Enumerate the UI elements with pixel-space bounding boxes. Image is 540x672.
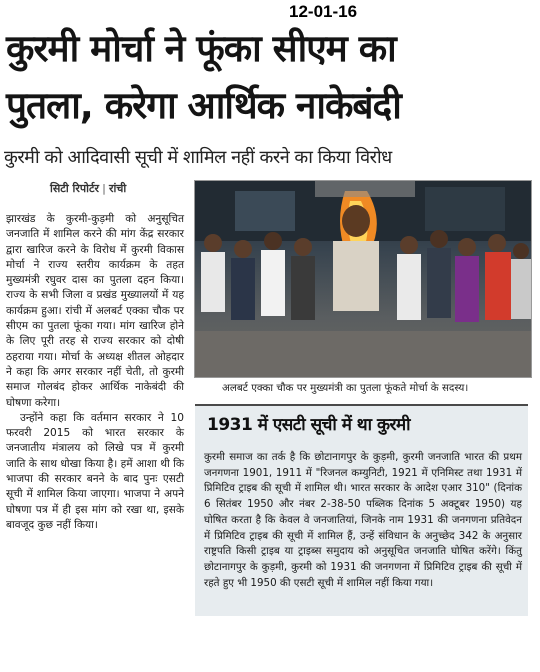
protest-photo-illustration	[195, 181, 531, 377]
sidebar-box-title: 1931 में एसटी सूची में था कुरमी	[207, 415, 411, 435]
publication-date: 12-01-16	[289, 2, 358, 21]
article-paragraph: उन्होंने कहा कि वर्तमान सरकार ने 10 फरवरी 2015 को भारत सरकार के जनजातीय मंत्रालय को लिखे पत्र में कुरमी जाति के साथ धोखा किया है। हमें आशा थी कि भाजपा की सरकार बनने के बाद पुनः एसटी सूची में शामिल किया जाएगा। भाजपा ने अपने घोषणा पत्र में ही इस मांग को रखा था, इसके बावजूद कुछ नहीं किया।	[6, 411, 184, 531]
byline-location: रांची	[109, 182, 127, 195]
headline-line-1: कुरमी मोर्चा ने फूंका सीएम का	[6, 27, 396, 70]
sidebar-box-text: कुरमी समाज का तर्क है कि छोटानागपुर के कुड़मी, कुरमी जनजाति भारत की प्रथम जनगणना 1901, 1911 में "रिजनल कम्युनिटी, 1921 में एनिमिस्ट तथा 1931 में प्रिमिटिव ट्राइब की सूची में शामिल थी। भारत सरकार के आदेश एआर 310" (दिनांक 6 सितंबर 1950 और नंबर 2-38-50 पब्लिक दिनांक 5 अक्टूबर 1950) यह घोषित करता है कि केवल वे जनजातियां, जिनके नाम 1931 की जनगणना प्रतिवेदन में प्रिमिटिव ट्राइब की सूची में शामिल हैं, उन्हें संविधान के अनुच्छेद 342 के अनुसार राष्ट्रपति किसी ट्राइब या ट्राइब्स समुदाय को अनुसूचित जनजाति घोषित करेंगे। किंतु छोटानागपुर के कुड़मी, कुरमी को 1931 की जनगणना में प्रिमिटिव ट्राइब की सूची में रहते हुए भी 1950 की एसटी सूची में शामिल नहीं किया गया।	[204, 451, 522, 589]
news-photo	[194, 180, 532, 378]
sidebar-box	[195, 404, 528, 616]
article-body	[6, 212, 184, 533]
byline-separator: |	[102, 182, 107, 195]
photo-caption: अलबर्ट एक्का चौक पर मुख्यमंत्री का पुतला फूंकते मोर्चा के सदस्य।	[222, 382, 469, 394]
byline-reporter: सिटी रिपोर्टर	[50, 182, 99, 195]
byline	[50, 181, 126, 196]
article-paragraph: झारखंड के कुरमी-कुड़मी को अनुसूचित जनजाति में शामिल करने की मांग केंद्र सरकार द्वारा खारिज करने के विरोध में कुरमी विकास मोर्चा ने राज्य स्तरीय कार्यक्रम के तहत मुख्यमंत्री रघुवर दास का पुतला दहन किया। राज्य के सभी जिला व प्रखंड मुख्यालयों में यह कार्यक्रम हुआ। रांची में अलबर्ट एक्का चौक पर सीएम का पुतला फूंका गया। मांग खारिज होने के लिए पूरी तरह से राज्य सरकार को दोषी ठहराया गया। मोर्चा के अध्यक्ष शीतल ओहदार ने कहा कि अगर सरकार नहीं चेती, तो कुरमी समाज गोलबंद होकर आर्थिक नाकेबंदी की घोषणा करेगा।	[6, 213, 184, 409]
headline-line-2: पुतला, करेगा आर्थिक नाकेबंदी	[6, 84, 401, 127]
subheadline: कुरमी को आदिवासी सूची में शामिल नहीं करने का किया विरोध	[4, 147, 392, 168]
